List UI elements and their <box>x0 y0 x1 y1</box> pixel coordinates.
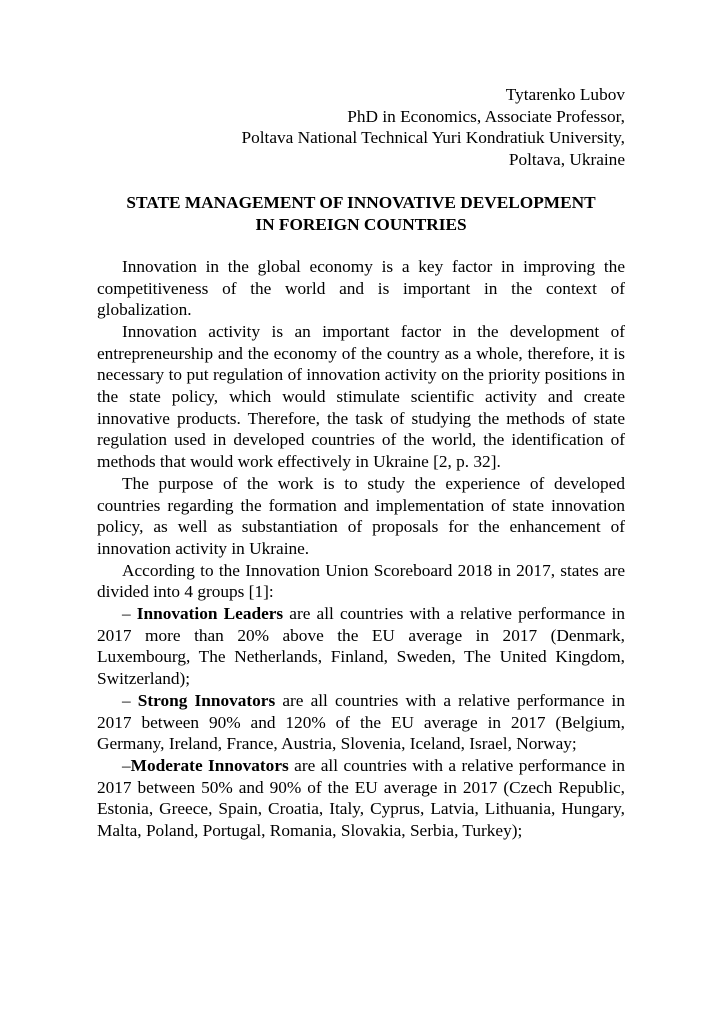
title-line-2: IN FOREIGN COUNTRIES <box>255 214 467 234</box>
group-description: are all countries with a relative performance in 2017 between 90% and 120% of the EU average in 2017 (Belgium, Germany, Ireland, France, Austria, Slovenia, Iceland, Israel, Norway; <box>97 690 625 754</box>
paragraph: Innovation in the global economy is a key factor in improving the competitiveness of the world and is important in the context of globalization. <box>97 256 625 320</box>
paragraph: According to the Innovation Union Scoreboard 2018 in 2017, states are divided into 4 groups [1]: <box>97 560 625 602</box>
author-block <box>97 84 625 171</box>
paragraph: The purpose of the work is to study the experience of developed countries regarding the formation and implementation of state innovation policy, as well as substantiation of proposals for the enhancement of innovation activity in Ukraine. <box>97 473 625 558</box>
group-name: Strong Innovators <box>137 690 276 710</box>
author-name: Tytarenko Lubov <box>505 85 625 104</box>
group-name: Moderate Innovators <box>130 755 289 775</box>
group-item-moderate-innovators <box>97 755 625 842</box>
author-degree: PhD in Economics, Associate Professor, <box>347 106 625 126</box>
group-item-innovation-leaders <box>97 603 625 690</box>
document-title <box>97 192 625 236</box>
document-page <box>97 84 625 842</box>
author-university: Poltava National Technical Yuri Kondratiuk University, <box>241 128 625 148</box>
author-location: Poltava, Ukraine <box>508 150 625 170</box>
group-dash: – <box>122 690 138 710</box>
group-description: are all countries with a relative performance in 2017 between 50% and 90% of the EU average in 2017 (Czech Republic, Estonia, Greece, Spain, Croatia, Italy, Cyprus, Latvia, Lithuania, Hungary, Malta, Poland, Portugal, Romania, Slovakia, Serbia, Turkey); <box>97 755 626 841</box>
title-line-1: STATE MANAGEMENT OF INNOVATIVE DEVELOPMENT <box>126 192 596 212</box>
group-description: are all countries with a relative performance in 2017 more than 20% above the EU average in 2017 (Denmark, Luxembourg, The Netherlands, Finland, Sweden, The United Kingdom, Switzerland); <box>97 604 625 689</box>
group-dash: – <box>122 755 131 775</box>
group-name: Innovation Leaders <box>136 604 284 624</box>
group-item-strong-innovators <box>97 690 625 755</box>
paragraph: Innovation activity is an important factor in the development of entrepreneurship and the economy of the country as a whole, therefore, it is necessary to put regulation of innovation activity on the priority positions in the state policy, which would stimulate scientific activity and create innovative products. Therefore, the task of studying the methods of state regulation used in developed countries of the world, the identification of methods that would work effectively in Ukraine [2, p. 32]. <box>97 321 625 472</box>
document-body <box>97 256 625 842</box>
group-dash: – <box>122 604 137 624</box>
